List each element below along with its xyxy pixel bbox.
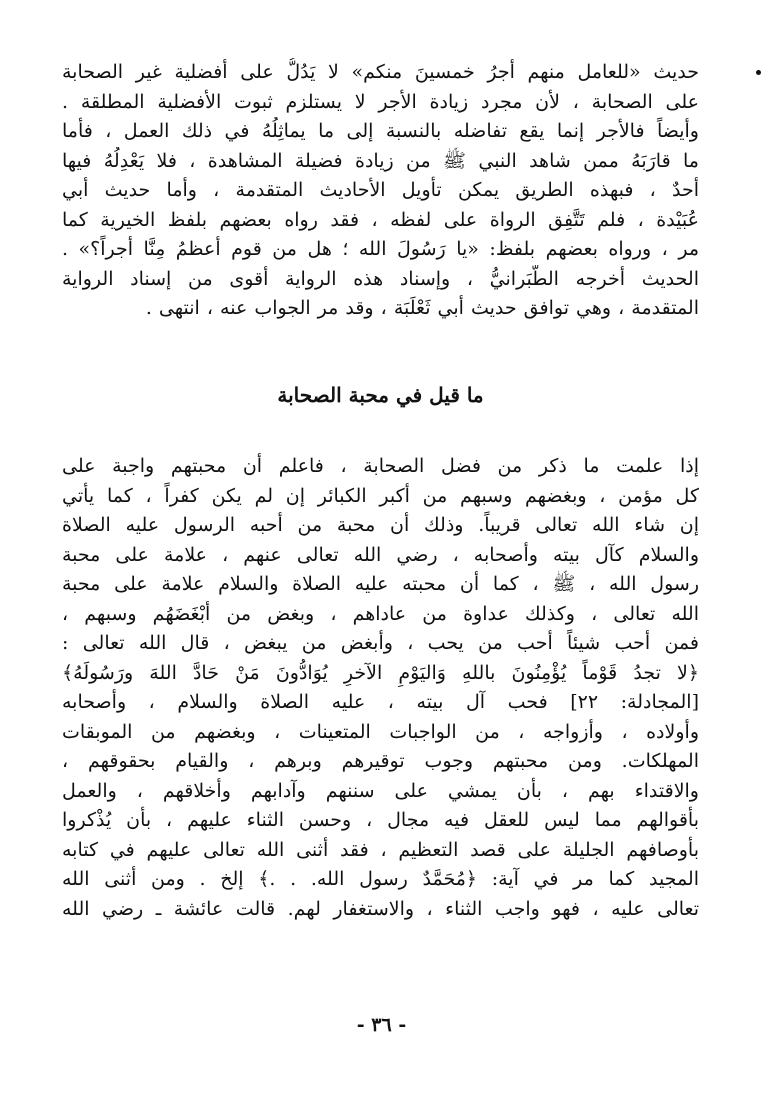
- text-line: الحديث أخرجه الطَّبَرانيُّ ، وإسناد هذه الرواية أقوى من إسناد الرواية: [62, 267, 699, 290]
- text-line: كل مؤمن ، وبغضهم وسبهم من أكبر الكبائر إن لم يكن كفراً ، كما يأتي: [62, 484, 699, 507]
- text-line: عُبَيْدة ، فلم تَتَّفِق الرواة على لفظه ، فقد رواه بعضهم بلفظ الخيرية كما: [62, 208, 699, 231]
- text-line: المجيد كما مر في آية: ﴿مُحَمَّدٌ رسول الله. . .﴾ إلخ . ومن أثنى الله: [62, 868, 699, 890]
- text-line: وأيضاً فالأجر إنما يقع تفاضله بالنسبة إلى ما يماثِلُهُ في ذلك العمل ، فأما: [62, 120, 699, 142]
- text-line: حديث «للعامل منهم أجرُ خمسينَ منكم» لا يَدُلُّ على أفضلية غير الصحابة: [62, 61, 699, 83]
- text-line: [المجادلة: ٢٢] فحب آل بيته ، عليه الصلاة والسلام ، وأصحابه: [62, 691, 699, 713]
- text-line: إذا علمت ما ذكر من فضل الصحابة ، فاعلم أن محبتهم واجبة على: [62, 455, 699, 477]
- text-line: وأولاده ، وأزواجه ، من الواجبات المتعينات ، وبغضهم من الموبقات: [62, 720, 699, 743]
- text-line: المهلكات. ومن محبتهم وجوب توقيرهم وبرهم ، والقيام بحقوقهم ،: [62, 750, 699, 772]
- page-number: - ٣٦ -: [356, 1014, 407, 1036]
- text-line: والاقتداء بهم ، بأن يمشي على سننهم وآدابهم وأخلاقهم ، والعمل: [62, 779, 699, 802]
- text-line: والسلام كآل بيته وأصحابه ، رضي الله تعالى عنهم ، علامة على محبة: [62, 543, 699, 566]
- paragraph-hadith-discussion: [62, 58, 699, 324]
- text-line: مر ، ورواه بعضهم بلفظ: «يا رَسُولَ الله ؛ هل من قوم أعظمُ مِنَّا أجراً؟» .: [62, 238, 699, 260]
- text-line: بأوصافهم الجليلة على قصد التعظيم ، فقد أثنى الله تعالى عليهم في كتابه: [62, 838, 699, 861]
- quran-verse-line: ﴿لا تجدُ قَوْماً يُؤْمِنُونَ باللهِ وَاليَوْمِ الآخرِ يُوَادُّونَ مَنْ حَادَّ اللهَ ورَسُولَهُ﴾: [62, 661, 699, 684]
- text-line: على الصحابة ، لأن مجرد زيادة الأجر لا يستلزم ثبوت الأفضلية المطلقة .: [62, 90, 699, 113]
- text-line: المتقدمة ، وهي توافق حديث أبي ثَعْلَبَة ، وقد مر الجواب عنه ، انتهى .: [145, 297, 699, 319]
- text-line: ما قارَبَهُ ممن شاهد النبي ﷺ من زيادة فضيلة المشاهدة ، فلا يَعْدِلُهُ فيها: [62, 149, 699, 172]
- text-line: تعالى عليه ، فهو واجب الثناء ، والاستغفار لهم. قالت عائشة ـ رضي الله: [62, 897, 699, 920]
- section-heading: ما قيل في محبة الصحابة: [277, 383, 484, 407]
- text-line: إن شاء الله تعالى قريباً. وذلك أن محبة من أحبه الرسول عليه الصلاة: [62, 514, 699, 536]
- text-line: أحدٌ ، فبهذه الطريق يمكن تأويل الأحاديث المتقدمة ، وأما حديث أبي: [62, 179, 699, 201]
- text-line: بأقوالهم مما ليس للعقل فيه مجال ، وحسن الثناء عليهم ، بأن يُذْكروا: [62, 809, 699, 831]
- text-line: فمن أحب شيئاً أَحب من يحب ، وأبغض من يبغض ، قال الله تعالى :: [62, 632, 699, 654]
- text-line: رسول الله ، ﷺ ، كما أن محبته عليه الصلاة والسلام علامة على محبة: [62, 573, 699, 595]
- text-line: الله تعالى ، وكذلك عداوة من عاداهم ، وبغض من أَبْغَضَهُم وسبهم ،: [62, 602, 699, 625]
- paragraph-love-of-companions: [62, 452, 699, 924]
- margin-dot: [756, 70, 761, 75]
